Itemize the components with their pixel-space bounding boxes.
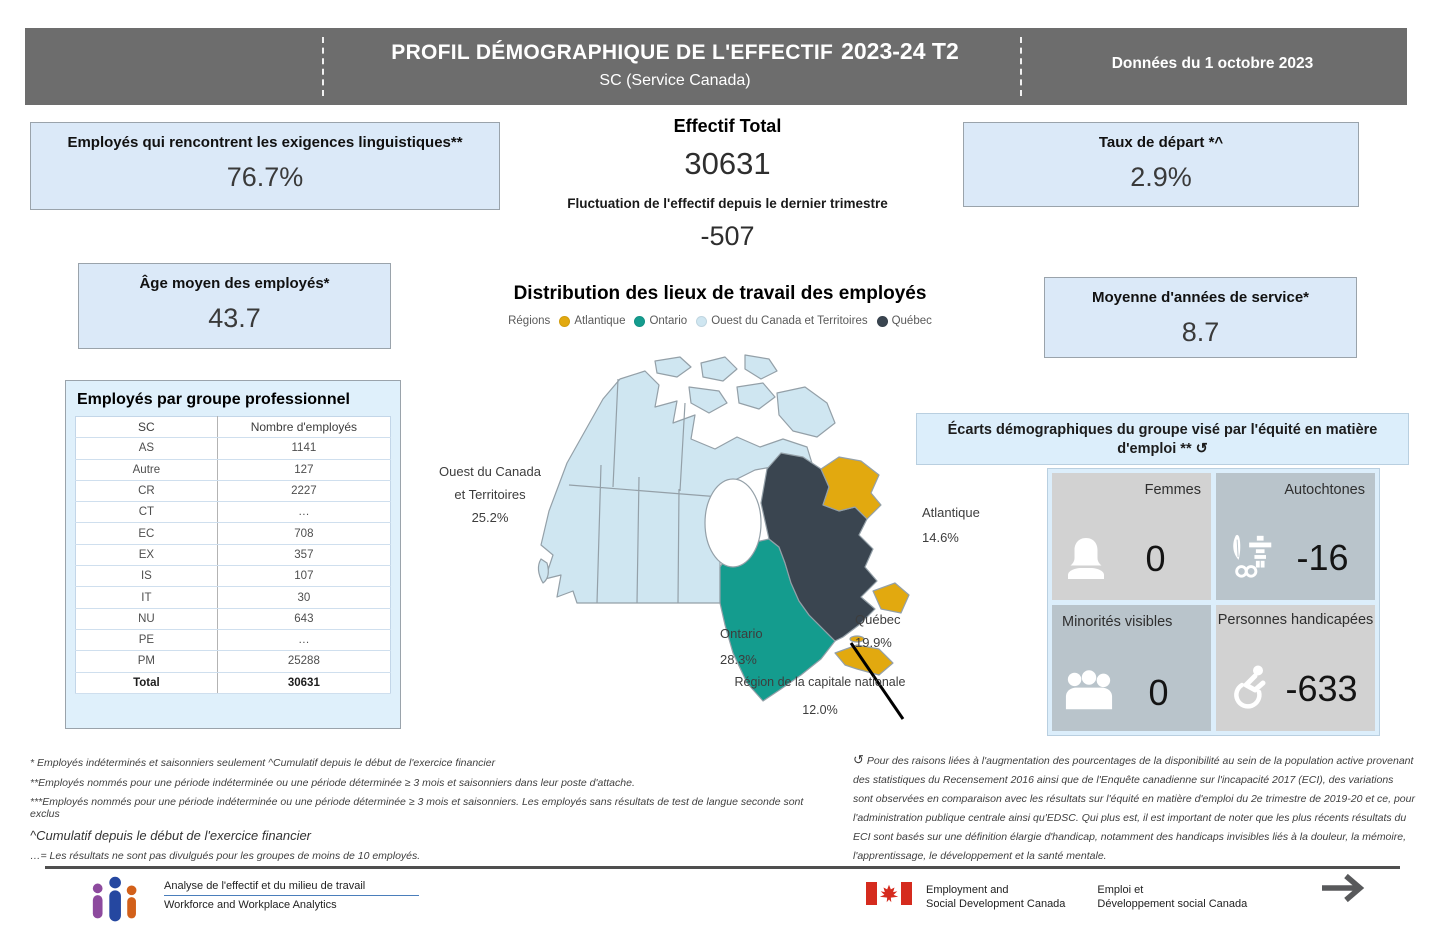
group-cell: EX [76, 544, 218, 565]
quebec-dot-icon [877, 316, 888, 327]
equity-minorites [1052, 605, 1211, 732]
group-cell: EC [76, 523, 218, 544]
legend-item-atlantique [559, 315, 625, 327]
map-legend [380, 315, 1060, 327]
kpi-fluctuation-label: Fluctuation de l'effectif depuis le dernier trimestre [567, 196, 888, 211]
table-row [76, 502, 391, 523]
occupational-table [75, 416, 391, 694]
table-row [76, 459, 391, 480]
count-cell: 127 [217, 459, 390, 480]
esdc-fr-line2: Développement social Canada [1097, 898, 1248, 910]
kpi-age-label: Âge moyen des employés* [139, 275, 330, 292]
footnote-equity-note: ↺ Pour des raisons liées à l'augmentation des pourcentages de la disponibilité au sein de la population active provenant des statistiques du Recensement 2016 ainsi que de l'Enquête canadienne sur l'incapacité 2017 (ECI), des variations sont observées en comparaison avec les résultats sur l'équité en matière d'emploi du 2e trimestre de 2019-20 et ce, pour l'administration publique centrale ainsi qu'EDSC. Qui plus est, il est important de noter que les plus récents résultats du ECI sont basés sur une définition élargie d'handicap, notamment des handicaps invisibles liés à la douleur, la mémoire, l'apprentissage, le développement et la santé mentale. [853, 752, 1415, 862]
equity-femmes-label: Femmes [1144, 482, 1201, 498]
kpi-effectif-label: Effectif Total [673, 116, 782, 136]
col-header-count: Nombre d'employés [217, 417, 390, 438]
kpi-service [1044, 277, 1357, 358]
footnote: ^Cumulatif depuis le début de l'exercice financier [30, 827, 312, 843]
count-cell: … [217, 629, 390, 650]
table-row [76, 587, 391, 608]
table-row [76, 566, 391, 587]
next-arrow-button[interactable] [1320, 872, 1366, 909]
table-row [76, 523, 391, 544]
legend-item-ontario [634, 315, 687, 327]
ontario-dot-icon [634, 316, 645, 327]
count-cell: 25288 [217, 651, 390, 672]
legend-text: Atlantique [574, 315, 626, 327]
group-cell: PE [76, 629, 218, 650]
count-cell: … [217, 502, 390, 523]
kpi-service-label: Moyenne d'années de service* [1092, 289, 1309, 306]
kpi-effectif [505, 116, 950, 252]
count-cell: 1141 [217, 438, 390, 459]
equity-autochtones [1216, 473, 1375, 600]
table-row [76, 651, 391, 672]
total-label-cell: Total [76, 672, 218, 693]
group-cell: CT [76, 502, 218, 523]
wwa-people-icon [88, 876, 150, 929]
table-row [76, 608, 391, 629]
atlantique-dot-icon [559, 316, 570, 327]
kpi-age-value: 43.7 [208, 303, 261, 333]
count-cell: 643 [217, 608, 390, 629]
group-cell: IT [76, 587, 218, 608]
equity-title: Écarts démographiques du groupe visé par l'équité en matière d'emploi ** ↺ [916, 413, 1409, 465]
count-cell: 708 [217, 523, 390, 544]
table-row [76, 629, 391, 650]
group-cell: CR [76, 480, 218, 501]
region-label-atlantique: Atlantique 14.6% [922, 505, 980, 545]
col-header-sc: SC [76, 417, 218, 438]
region-label-rcn: Région de la capitale nationale 12.0% [734, 675, 906, 717]
legend-text: Ouest du Canada et Territoires [711, 315, 868, 327]
equity-grid [1047, 468, 1380, 736]
header-divider [322, 37, 324, 96]
header-bar [25, 28, 1407, 105]
wwa-logo [88, 876, 419, 929]
kpi-fluctuation-value: -507 [700, 221, 755, 251]
map-title: Distribution des lieux de travail des employés [513, 283, 927, 304]
kpi-linguistic-label: Employés qui rencontrent les exigences linguistiques** [67, 134, 463, 151]
footnote: * Employés indéterminés et saisonniers seulement ^Cumulatif depuis le début de l'exercice financier [30, 757, 496, 769]
esdc-en-line2: Social Development Canada [926, 898, 1066, 910]
data-date: Données du 1 octobre 2023 [1111, 55, 1314, 72]
count-cell: 357 [217, 544, 390, 565]
group-cell: AS [76, 438, 218, 459]
footer-divider [45, 866, 1400, 869]
esdc-en-line1: Employment and [926, 884, 1009, 896]
footnote: **Employés nommés pour une période indéterminée ou une période déterminée ≥ 3 mois et saisonniers dans leur poste d'attache. [30, 776, 635, 789]
footnotes-left [30, 757, 830, 870]
indigenous-icon [1228, 533, 1278, 584]
canada-flag-icon [866, 882, 912, 909]
region-label-ontario: Ontario 28.3% [720, 626, 763, 667]
wwa-separator-line [164, 895, 419, 896]
equity-minorites-value: 0 [1148, 671, 1169, 713]
table-header-row [76, 417, 391, 438]
equity-femmes-value: 0 [1145, 538, 1166, 579]
kpi-age [78, 263, 391, 349]
count-cell: 107 [217, 566, 390, 587]
occupational-table-card [65, 380, 401, 729]
group-cell: PM [76, 651, 218, 672]
count-cell: 2227 [217, 480, 390, 501]
occupational-table-title: Employés par groupe professionnel [77, 391, 350, 408]
equity-handicap [1216, 605, 1375, 732]
page-title: PROFIL DÉMOGRAPHIQUE DE L'EFFECTIF 2023-24 T2 [391, 38, 959, 64]
kpi-service-value: 8.7 [1181, 317, 1220, 347]
woman-icon [1064, 535, 1108, 584]
footnote: ***Employés nommés pour une période indéterminée ou une période déterminée ≥ 3 mois et saisonniers. Les employés sans résultats de test de langue seconde sont exclus [30, 796, 804, 820]
group-cell: NU [76, 608, 218, 629]
legend-item-ouest [696, 315, 867, 327]
footnote: …= Les résultats ne sont pas divulgués pour les groupes de moins de 10 employés. [30, 850, 421, 862]
refresh-symbol: ↺ [853, 752, 864, 767]
wheelchair-icon [1228, 662, 1276, 715]
right-arrow-icon [1320, 872, 1366, 904]
kpi-depart-label: Taux de départ *^ [1098, 134, 1224, 151]
page-subtitle: SC (Service Canada) [599, 72, 751, 89]
legend-item-quebec [877, 315, 932, 327]
table-row [76, 544, 391, 565]
kpi-depart-value: 2.9% [1130, 162, 1192, 192]
region-label-quebec: Québec 19.9% [855, 612, 901, 650]
table-row [76, 438, 391, 459]
wwa-label-en: Workforce and Workplace Analytics [164, 899, 337, 911]
group-cell: Autre [76, 459, 218, 480]
legend-text: Québec [891, 315, 932, 327]
canada-map [425, 345, 1010, 745]
esdc-fr-line1: Emploi et [1097, 884, 1144, 896]
equity-minorites-label: Minorités visibles [1062, 613, 1173, 630]
visible-minorities-icon [1064, 670, 1114, 715]
region-label-ouest: Ouest du Canada et Territoires 25.2% [439, 464, 541, 525]
equity-autochtones-value: -16 [1296, 537, 1349, 578]
legend-label: Régions [508, 315, 551, 327]
ouest-dot-icon [696, 316, 707, 327]
wwa-label-fr: Analyse de l'effectif et du milieu de travail [164, 880, 366, 892]
count-cell: 30 [217, 587, 390, 608]
table-row [76, 480, 391, 501]
kpi-linguistic [30, 122, 500, 210]
equity-handicap-value: -633 [1285, 667, 1358, 709]
table-total-row [76, 672, 391, 693]
equity-autochtones-label: Autochtones [1284, 482, 1365, 498]
group-cell: IS [76, 566, 218, 587]
kpi-linguistic-value: 76.7% [226, 162, 304, 192]
kpi-depart [963, 122, 1359, 207]
total-value-cell: 30631 [217, 672, 390, 693]
equity-handicap-label: Personnes handicapées [1217, 611, 1374, 628]
legend-text: Ontario [649, 315, 688, 327]
esdc-logo [866, 882, 1247, 911]
equity-femmes [1052, 473, 1211, 600]
kpi-effectif-value: 30631 [684, 146, 771, 181]
